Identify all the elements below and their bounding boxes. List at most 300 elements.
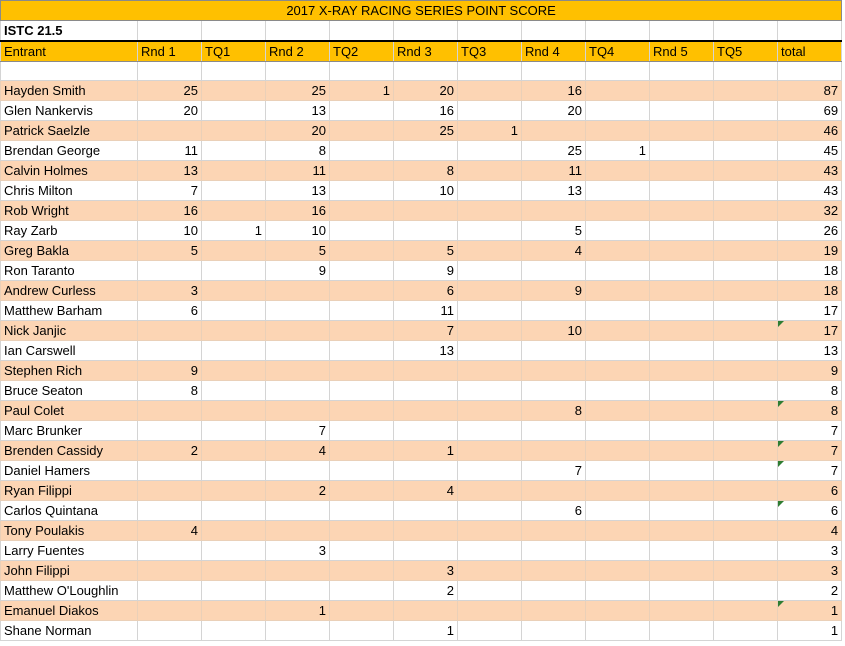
cell-tq2[interactable] <box>330 521 394 541</box>
cell-tq1[interactable] <box>202 141 266 161</box>
cell-tq4[interactable]: 1 <box>586 141 650 161</box>
cell-tq3[interactable] <box>458 141 522 161</box>
cell-rnd-1[interactable] <box>138 261 202 281</box>
cell-rnd-3[interactable] <box>394 361 458 381</box>
cell-rnd-4[interactable] <box>522 341 586 361</box>
cell-rnd-3[interactable]: 9 <box>394 261 458 281</box>
entrant-name[interactable]: Carlos Quintana <box>1 501 138 521</box>
cell-rnd-2[interactable]: 5 <box>266 241 330 261</box>
cell-tq5[interactable] <box>714 181 778 201</box>
cell-rnd-1[interactable] <box>138 541 202 561</box>
cell-tq3[interactable] <box>458 321 522 341</box>
cell-rnd-1[interactable]: 10 <box>138 221 202 241</box>
cell-rnd-1[interactable] <box>138 341 202 361</box>
cell-rnd-2[interactable] <box>266 561 330 581</box>
cell-tq4[interactable] <box>586 161 650 181</box>
cell-tq1[interactable] <box>202 361 266 381</box>
cell-rnd-3[interactable]: 2 <box>394 581 458 601</box>
cell-tq4[interactable] <box>586 601 650 621</box>
cell-tq1[interactable] <box>202 341 266 361</box>
cell-tq2[interactable] <box>330 201 394 221</box>
cell-tq5[interactable] <box>714 121 778 141</box>
cell-tq3[interactable] <box>458 441 522 461</box>
class-label[interactable]: ISTC 21.5 <box>1 21 138 42</box>
cell-rnd-5[interactable] <box>650 321 714 341</box>
cell-rnd-2[interactable]: 13 <box>266 181 330 201</box>
cell-rnd-3[interactable] <box>394 541 458 561</box>
cell-tq2[interactable] <box>330 341 394 361</box>
cell-rnd-3[interactable] <box>394 501 458 521</box>
cell-total[interactable] <box>778 461 842 481</box>
cell-tq5[interactable] <box>714 221 778 241</box>
column-header-rnd-4[interactable]: Rnd 4 <box>522 41 586 62</box>
cell-tq4[interactable] <box>586 321 650 341</box>
cell-rnd-4[interactable] <box>522 381 586 401</box>
cell-tq1[interactable] <box>202 201 266 221</box>
entrant-name[interactable]: John Filippi <box>1 561 138 581</box>
cell-tq2[interactable] <box>330 241 394 261</box>
cell-tq2[interactable] <box>330 541 394 561</box>
cell-tq4[interactable] <box>586 121 650 141</box>
entrant-name[interactable]: Stephen Rich <box>1 361 138 381</box>
cell-tq2[interactable] <box>330 601 394 621</box>
cell-total[interactable] <box>778 601 842 621</box>
cell-rnd-1[interactable] <box>138 601 202 621</box>
cell-rnd-3[interactable] <box>394 421 458 441</box>
entrant-name[interactable]: Brendan George <box>1 141 138 161</box>
cell-total[interactable]: 45 <box>778 141 842 161</box>
cell-rnd-5[interactable] <box>650 301 714 321</box>
cell-total[interactable]: 8 <box>778 381 842 401</box>
cell-total[interactable]: 1 <box>778 621 842 641</box>
cell-rnd-5[interactable] <box>650 121 714 141</box>
cell-rnd-5[interactable] <box>650 581 714 601</box>
cell-tq4[interactable] <box>586 481 650 501</box>
cell-rnd-1[interactable] <box>138 321 202 341</box>
cell-rnd-3[interactable] <box>394 401 458 421</box>
cell-rnd-1[interactable]: 2 <box>138 441 202 461</box>
cell-tq1[interactable] <box>202 401 266 421</box>
cell-rnd-4[interactable] <box>522 521 586 541</box>
cell-rnd-3[interactable]: 10 <box>394 181 458 201</box>
cell-total[interactable] <box>778 501 842 521</box>
cell-tq1[interactable] <box>202 321 266 341</box>
cell-tq2[interactable] <box>330 581 394 601</box>
cell-tq1[interactable] <box>202 101 266 121</box>
cell-tq2[interactable] <box>330 621 394 641</box>
entrant-name[interactable]: Hayden Smith <box>1 81 138 101</box>
cell-tq4[interactable] <box>586 261 650 281</box>
column-header-tq1[interactable]: TQ1 <box>202 41 266 62</box>
cell-tq5[interactable] <box>714 521 778 541</box>
cell-rnd-3[interactable]: 1 <box>394 441 458 461</box>
cell-rnd-4[interactable] <box>522 301 586 321</box>
entrant-name[interactable]: Nick Janjic <box>1 321 138 341</box>
cell-rnd-2[interactable]: 20 <box>266 121 330 141</box>
cell-tq4[interactable] <box>586 421 650 441</box>
cell-rnd-1[interactable] <box>138 121 202 141</box>
cell-tq4[interactable] <box>586 621 650 641</box>
cell-tq4[interactable] <box>586 501 650 521</box>
cell-rnd-1[interactable]: 9 <box>138 361 202 381</box>
cell-rnd-4[interactable] <box>522 621 586 641</box>
cell-total[interactable]: 6 <box>778 481 842 501</box>
cell-tq3[interactable] <box>458 461 522 481</box>
cell-rnd-2[interactable] <box>266 581 330 601</box>
cell-rnd-2[interactable] <box>266 281 330 301</box>
cell-rnd-4[interactable]: 4 <box>522 241 586 261</box>
cell-tq3[interactable] <box>458 301 522 321</box>
cell-tq5[interactable] <box>714 201 778 221</box>
cell-total[interactable]: 19 <box>778 241 842 261</box>
cell-tq2[interactable]: 1 <box>330 81 394 101</box>
cell-rnd-1[interactable]: 13 <box>138 161 202 181</box>
column-header-total[interactable]: total <box>778 41 842 62</box>
cell-tq1[interactable] <box>202 601 266 621</box>
cell-rnd-5[interactable] <box>650 201 714 221</box>
cell-tq5[interactable] <box>714 381 778 401</box>
cell-rnd-2[interactable] <box>266 521 330 541</box>
cell-rnd-5[interactable] <box>650 361 714 381</box>
column-header-tq3[interactable]: TQ3 <box>458 41 522 62</box>
cell-tq2[interactable] <box>330 441 394 461</box>
cell-tq4[interactable] <box>586 341 650 361</box>
cell-total[interactable]: 2 <box>778 581 842 601</box>
cell-tq2[interactable] <box>330 261 394 281</box>
cell-tq3[interactable] <box>458 201 522 221</box>
cell-tq4[interactable] <box>586 541 650 561</box>
cell-total[interactable]: 13 <box>778 341 842 361</box>
cell-rnd-5[interactable] <box>650 461 714 481</box>
cell-tq4[interactable] <box>586 181 650 201</box>
entrant-name[interactable]: Matthew O'Loughlin <box>1 581 138 601</box>
entrant-name[interactable]: Bruce Seaton <box>1 381 138 401</box>
cell-rnd-1[interactable] <box>138 501 202 521</box>
cell-tq3[interactable] <box>458 81 522 101</box>
cell-rnd-4[interactable]: 13 <box>522 181 586 201</box>
cell-rnd-1[interactable]: 25 <box>138 81 202 101</box>
cell-tq5[interactable] <box>714 561 778 581</box>
cell-rnd-1[interactable]: 3 <box>138 281 202 301</box>
cell-rnd-3[interactable]: 25 <box>394 121 458 141</box>
cell-tq4[interactable] <box>586 301 650 321</box>
cell-rnd-1[interactable] <box>138 461 202 481</box>
cell-rnd-5[interactable] <box>650 221 714 241</box>
cell-rnd-1[interactable]: 16 <box>138 201 202 221</box>
cell-rnd-4[interactable] <box>522 601 586 621</box>
cell-rnd-4[interactable]: 9 <box>522 281 586 301</box>
cell-tq5[interactable] <box>714 441 778 461</box>
cell-rnd-5[interactable] <box>650 481 714 501</box>
cell-rnd-1[interactable]: 5 <box>138 241 202 261</box>
entrant-name[interactable]: Rob Wright <box>1 201 138 221</box>
entrant-name[interactable]: Patrick Saelzle <box>1 121 138 141</box>
cell-tq5[interactable] <box>714 461 778 481</box>
cell-tq4[interactable] <box>586 101 650 121</box>
cell-rnd-4[interactable] <box>522 261 586 281</box>
cell-total[interactable]: 69 <box>778 101 842 121</box>
cell-rnd-2[interactable]: 1 <box>266 601 330 621</box>
cell-tq3[interactable] <box>458 381 522 401</box>
cell-tq3[interactable] <box>458 601 522 621</box>
entrant-name[interactable]: Paul Colet <box>1 401 138 421</box>
cell-tq1[interactable] <box>202 461 266 481</box>
cell-tq3[interactable] <box>458 401 522 421</box>
cell-tq3[interactable] <box>458 521 522 541</box>
cell-tq2[interactable] <box>330 361 394 381</box>
cell-tq1[interactable] <box>202 121 266 141</box>
entrant-name[interactable]: Greg Bakla <box>1 241 138 261</box>
cell-rnd-1[interactable]: 11 <box>138 141 202 161</box>
cell-rnd-3[interactable]: 11 <box>394 301 458 321</box>
cell-tq4[interactable] <box>586 561 650 581</box>
cell-tq5[interactable] <box>714 421 778 441</box>
cell-rnd-4[interactable]: 16 <box>522 81 586 101</box>
cell-tq2[interactable] <box>330 481 394 501</box>
cell-tq2[interactable] <box>330 401 394 421</box>
cell-total[interactable] <box>778 441 842 461</box>
cell-rnd-4[interactable]: 20 <box>522 101 586 121</box>
column-header-entrant[interactable]: Entrant <box>1 41 138 62</box>
column-header-tq2[interactable]: TQ2 <box>330 41 394 62</box>
cell-tq5[interactable] <box>714 261 778 281</box>
cell-tq1[interactable] <box>202 441 266 461</box>
cell-tq3[interactable] <box>458 101 522 121</box>
cell-tq5[interactable] <box>714 241 778 261</box>
cell-rnd-5[interactable] <box>650 541 714 561</box>
cell-rnd-1[interactable] <box>138 421 202 441</box>
cell-rnd-4[interactable] <box>522 201 586 221</box>
cell-tq3[interactable] <box>458 281 522 301</box>
cell-tq3[interactable] <box>458 221 522 241</box>
cell-rnd-4[interactable] <box>522 581 586 601</box>
cell-tq2[interactable] <box>330 301 394 321</box>
cell-rnd-2[interactable] <box>266 301 330 321</box>
cell-rnd-2[interactable]: 2 <box>266 481 330 501</box>
cell-rnd-3[interactable] <box>394 601 458 621</box>
cell-tq2[interactable] <box>330 161 394 181</box>
cell-rnd-5[interactable] <box>650 141 714 161</box>
cell-tq4[interactable] <box>586 521 650 541</box>
cell-tq3[interactable] <box>458 541 522 561</box>
cell-total[interactable] <box>778 401 842 421</box>
cell-rnd-1[interactable] <box>138 561 202 581</box>
cell-rnd-1[interactable]: 20 <box>138 101 202 121</box>
cell-tq5[interactable] <box>714 81 778 101</box>
cell-total[interactable]: 46 <box>778 121 842 141</box>
cell-rnd-5[interactable] <box>650 401 714 421</box>
cell-tq2[interactable] <box>330 381 394 401</box>
cell-total[interactable]: 3 <box>778 541 842 561</box>
entrant-name[interactable]: Matthew Barham <box>1 301 138 321</box>
cell-rnd-4[interactable]: 6 <box>522 501 586 521</box>
cell-rnd-2[interactable]: 11 <box>266 161 330 181</box>
cell-tq3[interactable] <box>458 341 522 361</box>
cell-rnd-2[interactable] <box>266 461 330 481</box>
cell-rnd-4[interactable]: 11 <box>522 161 586 181</box>
cell-total[interactable]: 32 <box>778 201 842 221</box>
cell-tq4[interactable] <box>586 441 650 461</box>
cell-tq1[interactable] <box>202 521 266 541</box>
column-header-rnd-1[interactable]: Rnd 1 <box>138 41 202 62</box>
cell-rnd-3[interactable]: 16 <box>394 101 458 121</box>
cell-total[interactable]: 43 <box>778 181 842 201</box>
cell-tq2[interactable] <box>330 101 394 121</box>
entrant-name[interactable]: Chris Milton <box>1 181 138 201</box>
cell-rnd-2[interactable]: 16 <box>266 201 330 221</box>
cell-tq2[interactable] <box>330 501 394 521</box>
cell-tq1[interactable] <box>202 481 266 501</box>
cell-tq3[interactable] <box>458 621 522 641</box>
cell-rnd-4[interactable] <box>522 361 586 381</box>
cell-tq1[interactable] <box>202 81 266 101</box>
cell-tq3[interactable] <box>458 241 522 261</box>
cell-rnd-3[interactable] <box>394 381 458 401</box>
cell-tq4[interactable] <box>586 581 650 601</box>
cell-tq5[interactable] <box>714 601 778 621</box>
cell-rnd-2[interactable]: 4 <box>266 441 330 461</box>
column-header-rnd-3[interactable]: Rnd 3 <box>394 41 458 62</box>
cell-rnd-4[interactable]: 10 <box>522 321 586 341</box>
cell-rnd-2[interactable]: 13 <box>266 101 330 121</box>
cell-tq5[interactable] <box>714 501 778 521</box>
cell-tq1[interactable] <box>202 301 266 321</box>
cell-rnd-5[interactable] <box>650 161 714 181</box>
cell-rnd-1[interactable]: 8 <box>138 381 202 401</box>
cell-rnd-2[interactable]: 3 <box>266 541 330 561</box>
cell-tq1[interactable]: 1 <box>202 221 266 241</box>
cell-tq3[interactable] <box>458 261 522 281</box>
cell-rnd-5[interactable] <box>650 261 714 281</box>
cell-rnd-5[interactable] <box>650 441 714 461</box>
column-header-tq5[interactable]: TQ5 <box>714 41 778 62</box>
cell-tq1[interactable] <box>202 501 266 521</box>
cell-rnd-5[interactable] <box>650 621 714 641</box>
cell-tq3[interactable] <box>458 481 522 501</box>
cell-tq5[interactable] <box>714 301 778 321</box>
cell-tq1[interactable] <box>202 541 266 561</box>
cell-rnd-3[interactable]: 7 <box>394 321 458 341</box>
cell-tq3[interactable] <box>458 181 522 201</box>
cell-tq3[interactable] <box>458 501 522 521</box>
entrant-name[interactable]: Brenden Cassidy <box>1 441 138 461</box>
cell-tq5[interactable] <box>714 541 778 561</box>
cell-rnd-3[interactable] <box>394 201 458 221</box>
cell-tq5[interactable] <box>714 321 778 341</box>
entrant-name[interactable]: Ian Carswell <box>1 341 138 361</box>
cell-rnd-3[interactable]: 3 <box>394 561 458 581</box>
cell-tq5[interactable] <box>714 481 778 501</box>
entrant-name[interactable]: Glen Nankervis <box>1 101 138 121</box>
column-header-tq4[interactable]: TQ4 <box>586 41 650 62</box>
cell-rnd-4[interactable]: 25 <box>522 141 586 161</box>
cell-rnd-1[interactable]: 6 <box>138 301 202 321</box>
sheet-title[interactable]: 2017 X-RAY RACING SERIES POINT SCORE <box>1 1 842 21</box>
cell-tq1[interactable] <box>202 281 266 301</box>
cell-total[interactable]: 26 <box>778 221 842 241</box>
cell-tq5[interactable] <box>714 101 778 121</box>
cell-rnd-3[interactable] <box>394 461 458 481</box>
cell-tq5[interactable] <box>714 581 778 601</box>
cell-tq1[interactable] <box>202 621 266 641</box>
cell-rnd-5[interactable] <box>650 381 714 401</box>
cell-tq5[interactable] <box>714 281 778 301</box>
entrant-name[interactable]: Andrew Curless <box>1 281 138 301</box>
cell-rnd-3[interactable] <box>394 141 458 161</box>
cell-rnd-4[interactable] <box>522 481 586 501</box>
cell-rnd-3[interactable]: 5 <box>394 241 458 261</box>
cell-total[interactable]: 43 <box>778 161 842 181</box>
cell-tq4[interactable] <box>586 81 650 101</box>
cell-tq3[interactable] <box>458 161 522 181</box>
cell-rnd-2[interactable] <box>266 361 330 381</box>
cell-tq3[interactable] <box>458 561 522 581</box>
cell-tq4[interactable] <box>586 401 650 421</box>
cell-total[interactable]: 7 <box>778 421 842 441</box>
cell-total[interactable] <box>778 321 842 341</box>
entrant-name[interactable]: Daniel Hamers <box>1 461 138 481</box>
cell-rnd-1[interactable]: 4 <box>138 521 202 541</box>
entrant-name[interactable]: Marc Brunker <box>1 421 138 441</box>
cell-tq2[interactable] <box>330 461 394 481</box>
entrant-name[interactable]: Calvin Holmes <box>1 161 138 181</box>
cell-rnd-5[interactable] <box>650 521 714 541</box>
cell-rnd-2[interactable] <box>266 341 330 361</box>
cell-tq5[interactable] <box>714 341 778 361</box>
cell-rnd-3[interactable]: 13 <box>394 341 458 361</box>
cell-tq1[interactable] <box>202 581 266 601</box>
cell-rnd-2[interactable]: 10 <box>266 221 330 241</box>
cell-rnd-1[interactable] <box>138 621 202 641</box>
cell-tq2[interactable] <box>330 281 394 301</box>
cell-rnd-4[interactable] <box>522 121 586 141</box>
cell-tq4[interactable] <box>586 281 650 301</box>
cell-rnd-2[interactable] <box>266 321 330 341</box>
cell-tq4[interactable] <box>586 221 650 241</box>
entrant-name[interactable]: Shane Norman <box>1 621 138 641</box>
cell-tq3[interactable]: 1 <box>458 121 522 141</box>
column-header-rnd-5[interactable]: Rnd 5 <box>650 41 714 62</box>
cell-rnd-1[interactable]: 7 <box>138 181 202 201</box>
cell-total[interactable]: 18 <box>778 261 842 281</box>
cell-tq5[interactable] <box>714 621 778 641</box>
cell-rnd-5[interactable] <box>650 281 714 301</box>
cell-tq4[interactable] <box>586 361 650 381</box>
cell-rnd-3[interactable]: 8 <box>394 161 458 181</box>
cell-tq1[interactable] <box>202 161 266 181</box>
entrant-name[interactable]: Ryan Filippi <box>1 481 138 501</box>
cell-rnd-3[interactable]: 4 <box>394 481 458 501</box>
cell-rnd-3[interactable]: 6 <box>394 281 458 301</box>
cell-tq5[interactable] <box>714 401 778 421</box>
cell-rnd-4[interactable]: 5 <box>522 221 586 241</box>
cell-tq4[interactable] <box>586 381 650 401</box>
cell-rnd-1[interactable] <box>138 401 202 421</box>
cell-rnd-5[interactable] <box>650 181 714 201</box>
cell-tq4[interactable] <box>586 201 650 221</box>
cell-tq5[interactable] <box>714 161 778 181</box>
cell-tq1[interactable] <box>202 241 266 261</box>
cell-rnd-2[interactable]: 7 <box>266 421 330 441</box>
cell-rnd-1[interactable] <box>138 481 202 501</box>
column-header-rnd-2[interactable]: Rnd 2 <box>266 41 330 62</box>
cell-tq1[interactable] <box>202 561 266 581</box>
cell-tq2[interactable] <box>330 561 394 581</box>
cell-rnd-4[interactable] <box>522 441 586 461</box>
cell-tq1[interactable] <box>202 261 266 281</box>
cell-total[interactable]: 4 <box>778 521 842 541</box>
entrant-name[interactable]: Ron Taranto <box>1 261 138 281</box>
